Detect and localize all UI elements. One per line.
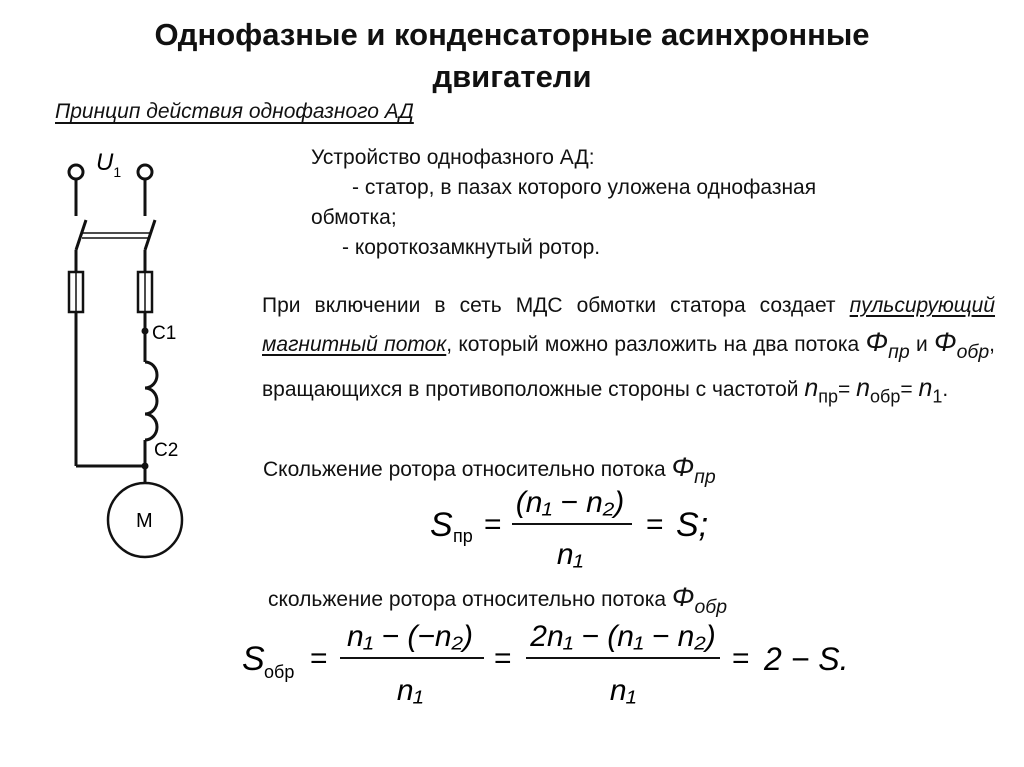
section-subtitle: Принцип действия однофазного АД [55,100,414,123]
node-c1 [142,328,149,335]
formula1-numerator: (n₁ − n₂) [515,486,625,519]
formula1-denominator: n₁ [556,538,584,571]
switch-blade-left [76,220,86,250]
stator-winding-coil [145,362,157,440]
slip-forward-heading: Скольжение ротора относительно потока $\Phi_{пр}$ [263,452,716,488]
principle-paragraph: При включении в сеть МДС обмотки статора создает пульсирующий магнитный поток, который можно разложить на два потока $\Phi_{пр}$ и $\Phi_{обр}$, вращающихся в противоположные стороны с частотой $n_{пр}= n_{обр}= n_1$. [262,294,996,407]
svg-text:=: = [484,508,502,541]
svg-text:S: S [242,640,265,678]
c1-label: C1 [152,323,177,344]
circuit-diagram [40,140,240,570]
page-title [0,14,1024,98]
svg-text:=: = [494,642,512,675]
slip-backward-heading: скольжение ротора относительно потока $\Phi_{обр}$ [268,582,728,618]
pulsating-flux-term: пульсирующий магнитный поток [262,294,996,356]
formula1-result: S; [676,506,709,544]
device-item-rotor: - короткозамкнутый ротор. [342,236,601,259]
svg-text:обр: обр [264,662,295,682]
svg-text:=: = [310,642,328,675]
formula2-numerator-2: 2n₁ − (n₁ − n₂) [530,620,716,653]
title-line-1: Однофазные и конденсаторные асинхронные [154,17,870,52]
formula2-denominator-2: n₁ [609,674,637,707]
terminal-right [138,165,152,179]
device-item-stator-cont: обмотка; [311,206,397,229]
svg-text:S: S [430,506,453,544]
switch-blade-right [145,220,155,250]
formula-slip-backward [238,612,878,722]
device-item-stator: - статор, в пазах которого уложена однофазная [352,176,817,199]
device-heading: Устройство однофазного АД: [311,146,595,169]
motor-label: M [136,510,153,532]
svg-text:пр: пр [453,526,473,546]
formula2-numerator-1: n₁ − (−n₂) [347,620,473,653]
voltage-label: $U_1$ [96,149,122,180]
c2-label: C2 [154,440,179,461]
formula2-result: 2 − S. [764,641,849,677]
svg-text:=: = [732,642,750,675]
title-line-2: двигатели [432,59,592,94]
formula-slip-forward [420,478,740,578]
svg-text:=: = [646,508,664,541]
terminal-left [69,165,83,179]
node-c2 [142,463,149,470]
formula2-denominator-1: n₁ [396,674,424,707]
